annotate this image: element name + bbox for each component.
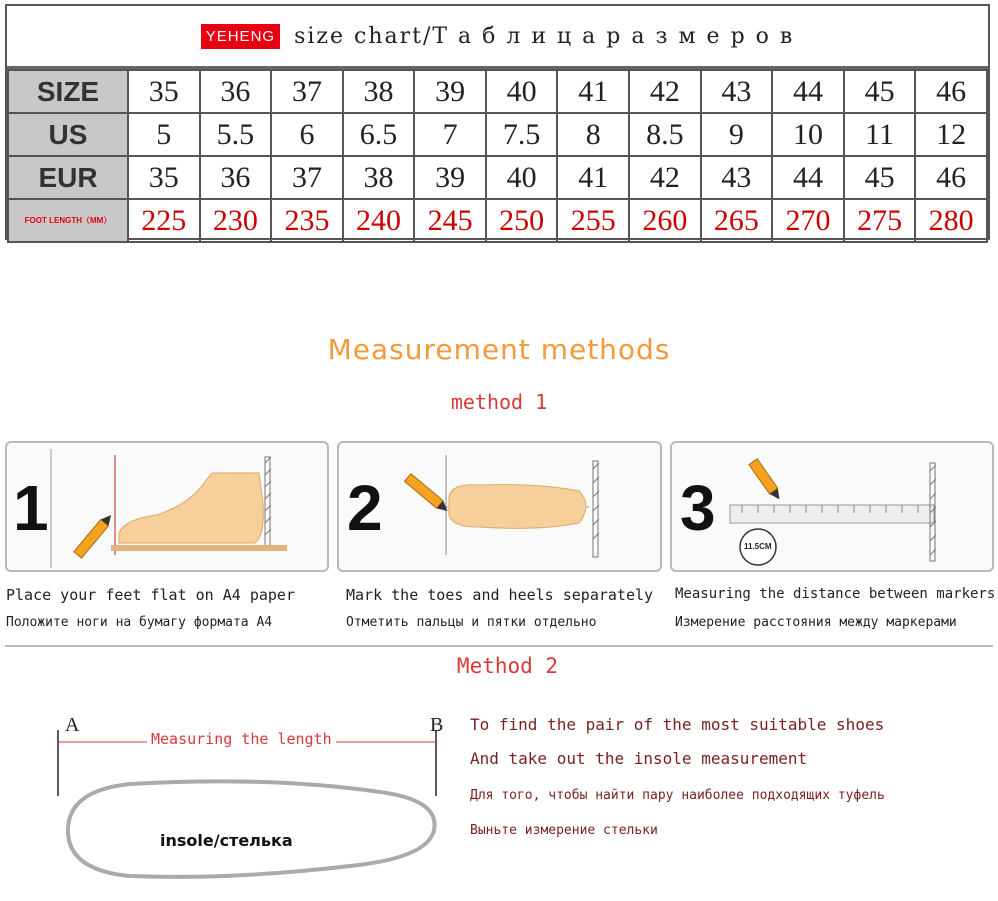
method-2-line-1: To find the pair of the most suitable shoes <box>470 715 885 734</box>
size-cell: 12 <box>915 113 987 156</box>
size-cell: 45 <box>844 156 916 199</box>
size-cell: 275 <box>844 199 916 242</box>
method-2-heading: Method 2 <box>456 654 559 678</box>
size-cell: 40 <box>486 70 558 113</box>
size-cell: 37 <box>271 156 343 199</box>
size-cell: 10 <box>772 113 844 156</box>
step-3-caption-ru: Измерение расстояния между маркерами <box>675 615 957 630</box>
measurement-title: Measurement methods <box>327 333 671 366</box>
method-2-line-4: Выньте измерение стельки <box>470 823 658 838</box>
size-cell: 39 <box>414 70 486 113</box>
size-row <box>8 113 987 156</box>
size-cell: 270 <box>772 199 844 242</box>
size-cell: 43 <box>701 156 773 199</box>
size-row <box>8 156 987 199</box>
size-cell: 5.5 <box>200 113 272 156</box>
step-3-caption: Measuring the distance between markers <box>675 586 996 602</box>
foot-side-illustration <box>7 443 327 570</box>
size-cell: 7.5 <box>486 113 558 156</box>
size-cell: 40 <box>486 156 558 199</box>
size-cell: 240 <box>343 199 415 242</box>
chart-title: size chart/Т а б л и ц а р а з м е р о в <box>294 23 795 49</box>
step-3-number: 3 <box>680 472 716 544</box>
size-cell: 35 <box>128 70 200 113</box>
size-cell: 280 <box>915 199 987 242</box>
brand-badge: YEHENG <box>201 24 280 49</box>
size-cell: 39 <box>414 156 486 199</box>
method-2-line-2: And take out the insole measurement <box>470 749 808 768</box>
size-cell: 9 <box>701 113 773 156</box>
row-label: SIZE <box>8 70 128 113</box>
step-2-panel <box>337 441 662 572</box>
measuring-length-label: Measuring the length <box>147 730 336 748</box>
size-cell: 43 <box>701 70 773 113</box>
size-cell: 45 <box>844 70 916 113</box>
row-label: FOOT LENGTH（MM） <box>8 199 128 242</box>
size-cell: 245 <box>414 199 486 242</box>
size-chart <box>5 4 990 240</box>
size-cell: 36 <box>200 70 272 113</box>
size-cell: 6 <box>271 113 343 156</box>
size-cell: 265 <box>701 199 773 242</box>
size-cell: 5 <box>128 113 200 156</box>
row-label: EUR <box>8 156 128 199</box>
size-cell: 44 <box>772 156 844 199</box>
row-label: US <box>8 113 128 156</box>
foot-top-illustration <box>339 443 659 570</box>
size-cell: 225 <box>128 199 200 242</box>
step-1-panel <box>5 441 329 572</box>
size-cell: 42 <box>629 156 701 199</box>
size-cell: 41 <box>557 70 629 113</box>
step-3-panel <box>670 441 994 572</box>
section-divider <box>5 645 993 647</box>
size-cell: 41 <box>557 156 629 199</box>
ruler-illustration <box>672 443 992 570</box>
size-cell: 37 <box>271 70 343 113</box>
size-table <box>7 69 988 243</box>
step-1-caption: Place your feet flat on A4 paper <box>6 586 295 604</box>
size-cell: 260 <box>629 199 701 242</box>
size-row <box>8 199 987 242</box>
size-cell: 35 <box>128 156 200 199</box>
size-cell: 235 <box>271 199 343 242</box>
size-cell: 6.5 <box>343 113 415 156</box>
step-1-number: 1 <box>13 472 49 544</box>
size-cell: 46 <box>915 70 987 113</box>
ruler-readout: 11.5CM <box>744 542 772 551</box>
size-cell: 250 <box>486 199 558 242</box>
size-cell: 38 <box>343 156 415 199</box>
step-1-caption-ru: Положите ноги на бумагу формата A4 <box>6 615 273 630</box>
size-cell: 230 <box>200 199 272 242</box>
size-cell: 255 <box>557 199 629 242</box>
size-cell: 11 <box>844 113 916 156</box>
step-2-caption: Mark the toes and heels separately <box>346 586 654 604</box>
size-cell: 36 <box>200 156 272 199</box>
size-row <box>8 70 987 113</box>
step-2-caption-ru: Отметить пальцы и пятки отдельно <box>346 615 597 630</box>
method-1-heading: method 1 <box>450 390 548 414</box>
point-b-label: B <box>430 714 444 736</box>
size-cell: 46 <box>915 156 987 199</box>
size-cell: 38 <box>343 70 415 113</box>
point-a-label: A <box>65 714 80 736</box>
size-cell: 42 <box>629 70 701 113</box>
size-cell: 44 <box>772 70 844 113</box>
size-cell: 7 <box>414 113 486 156</box>
size-cell: 8.5 <box>629 113 701 156</box>
method-2-line-3: Для того, чтобы найти пару наиболее подходящих туфель <box>470 788 885 803</box>
size-cell: 8 <box>557 113 629 156</box>
step-2-number: 2 <box>347 472 383 544</box>
insole-label: insole/стелька <box>160 831 293 850</box>
chart-header <box>7 6 988 69</box>
